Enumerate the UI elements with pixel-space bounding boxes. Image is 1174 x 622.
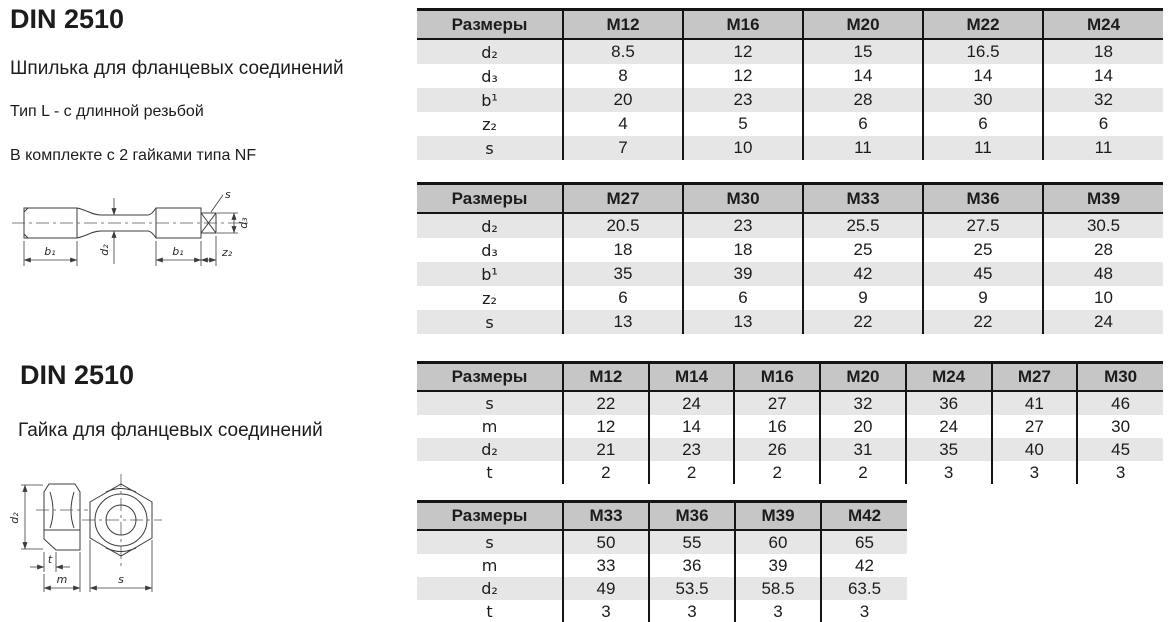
dimension-value-cell: 42 [821, 554, 907, 577]
thread-size-header-cell: M12 [563, 363, 649, 392]
dimension-value-cell: 10 [683, 136, 803, 160]
stud-type-line: Тип L - с длинной резьбой [10, 103, 204, 120]
dimension-value-cell: 65 [821, 530, 907, 554]
dimension-value-cell: 27.5 [923, 213, 1043, 238]
dimension-value-cell: 42 [803, 262, 923, 286]
dimension-value-cell: 10 [1043, 286, 1163, 310]
dimension-value-cell: 16 [734, 415, 820, 438]
stud-outline [12, 208, 250, 238]
thread-size-header-cell: M27 [992, 363, 1078, 392]
dimension-value-cell: 6 [1043, 112, 1163, 136]
stud-table-m12-m24 [417, 8, 1163, 160]
table-row [417, 577, 907, 600]
dimension-row-label: d₂ [481, 579, 498, 598]
table-row [417, 39, 1163, 64]
dimension-row-label: t [486, 463, 493, 482]
dim-label-nut-d2: d₂ [8, 512, 21, 524]
thread-size-header-cell: M12 [563, 10, 683, 40]
sizes-header-cell: Размеры [417, 502, 563, 531]
dimension-value-cell: 6 [563, 286, 683, 310]
dimension-value-cell: 32 [820, 391, 906, 415]
sizes-header-cell: Размеры [417, 10, 563, 40]
stud-kit-line: В комплекте с 2 гайками типа NF [10, 147, 257, 164]
table-row [417, 136, 1163, 160]
dimension-value-cell: 30.5 [1043, 213, 1163, 238]
dimension-value-cell: 9 [803, 286, 923, 310]
dimension-value-cell: 23 [683, 88, 803, 112]
table-row [417, 415, 1163, 438]
dimension-value-cell: 23 [649, 438, 735, 461]
table-row [417, 112, 1163, 136]
nut-technical-drawing [6, 470, 238, 620]
dimension-value-cell: 8 [563, 64, 683, 88]
dimension-value-cell: 45 [923, 262, 1043, 286]
dimension-value-cell: 40 [992, 438, 1078, 461]
nut-table-m12-m30 [417, 361, 1163, 484]
thread-size-header-cell: M33 [563, 502, 649, 531]
dimension-value-cell: 25 [923, 238, 1043, 262]
stud-section-title: DIN 2510 [10, 4, 125, 34]
dimension-row-label: t [486, 602, 493, 621]
dimension-value-cell: 2 [734, 461, 820, 484]
dimension-value-cell: 14 [803, 64, 923, 88]
dimension-value-cell: 3 [821, 600, 907, 622]
dimension-row-label: s [485, 312, 494, 332]
dimension-value-cell: 20 [563, 88, 683, 112]
thread-size-header-cell: M22 [923, 10, 1043, 40]
dimension-row-label: m [481, 417, 498, 436]
dimension-value-cell: 13 [563, 310, 683, 334]
dimension-value-cell: 58.5 [735, 577, 821, 600]
dimension-value-cell: 7 [563, 136, 683, 160]
nut-section-subtitle: Гайка для фланцевых соединений [18, 420, 323, 441]
dimension-row-label: d₃ [481, 240, 498, 260]
dimension-value-cell: 8.5 [563, 39, 683, 64]
thread-size-header-cell: M36 [923, 184, 1043, 214]
dimension-value-cell: 28 [803, 88, 923, 112]
stud-section-subtitle: Шпилька для фланцевых соединений [10, 58, 344, 79]
thread-size-header-cell: M30 [683, 184, 803, 214]
thread-size-header-cell: M16 [734, 363, 820, 392]
dimension-value-cell: 14 [1043, 64, 1163, 88]
dimension-value-cell: 30 [1077, 415, 1163, 438]
table-row [417, 213, 1163, 238]
dimension-value-cell: 24 [649, 391, 735, 415]
table-row [417, 600, 907, 622]
dimension-value-cell: 53.5 [649, 577, 735, 600]
dimension-value-cell: 63.5 [821, 577, 907, 600]
dimension-value-cell: 4 [563, 112, 683, 136]
dimension-value-cell: 26 [734, 438, 820, 461]
nut-section-title: DIN 2510 [20, 360, 135, 390]
dimension-value-cell: 2 [563, 461, 649, 484]
dimension-value-cell: 12 [683, 64, 803, 88]
nut-front-view [82, 474, 162, 566]
dimension-value-cell: 25 [803, 238, 923, 262]
dimension-row-label: s [485, 394, 494, 413]
dim-label-d2: d₂ [98, 244, 111, 256]
dimension-value-cell: 32 [1043, 88, 1163, 112]
table-row [417, 461, 1163, 484]
dimension-value-cell: 45 [1077, 438, 1163, 461]
dimension-value-cell: 49 [563, 577, 649, 600]
dimension-value-cell: 15 [803, 39, 923, 64]
table-header-row [417, 184, 1163, 214]
dimension-value-cell: 46 [1077, 391, 1163, 415]
table-row [417, 238, 1163, 262]
dimension-value-cell: 48 [1043, 262, 1163, 286]
dimension-value-cell: 16.5 [923, 39, 1043, 64]
dimension-value-cell: 27 [992, 415, 1078, 438]
dim-label-t: t [47, 553, 53, 566]
dim-label-b1-left: b₁ [44, 245, 56, 258]
table-header-row [417, 502, 907, 531]
thread-size-header-cell: M24 [906, 363, 992, 392]
dimension-value-cell: 22 [923, 310, 1043, 334]
dim-label-z2: z₂ [222, 246, 233, 259]
dimension-row-label: z₂ [482, 114, 497, 134]
dimension-row-label: b¹ [481, 264, 498, 284]
dimension-value-cell: 41 [992, 391, 1078, 415]
dimension-value-cell: 31 [820, 438, 906, 461]
dimension-value-cell: 28 [1043, 238, 1163, 262]
dimension-value-cell: 14 [649, 415, 735, 438]
dimension-value-cell: 12 [683, 39, 803, 64]
table-row [417, 438, 1163, 461]
thread-size-header-cell: M39 [1043, 184, 1163, 214]
dimension-value-cell: 35 [563, 262, 683, 286]
table-row [417, 530, 907, 554]
table-row [417, 391, 1163, 415]
stud-technical-drawing [4, 186, 256, 298]
dimension-row-label: d₃ [481, 66, 498, 86]
dim-label-m: m [56, 573, 68, 586]
dimension-value-cell: 2 [820, 461, 906, 484]
thread-size-header-cell: M39 [735, 502, 821, 531]
dimension-value-cell: 11 [803, 136, 923, 160]
dim-label-d3: d₃ [237, 217, 250, 229]
table-row [417, 554, 907, 577]
dimension-value-cell: 12 [563, 415, 649, 438]
dimension-value-cell: 27 [734, 391, 820, 415]
dimension-value-cell: 55 [649, 530, 735, 554]
dimension-value-cell: 22 [803, 310, 923, 334]
dimension-value-cell: 50 [563, 530, 649, 554]
dimension-value-cell: 6 [923, 112, 1043, 136]
dimension-value-cell: 24 [906, 415, 992, 438]
dimension-value-cell: 30 [923, 88, 1043, 112]
dimension-value-cell: 3 [563, 600, 649, 622]
thread-size-header-cell: M14 [649, 363, 735, 392]
table-row [417, 88, 1163, 112]
dimension-value-cell: 3 [649, 600, 735, 622]
dimension-value-cell: 18 [563, 238, 683, 262]
nut-table-m33-m42 [417, 500, 907, 622]
dimension-row-label: d₂ [481, 216, 498, 236]
dimension-row-label: b¹ [481, 90, 498, 110]
sizes-header-cell: Размеры [417, 184, 563, 214]
dimension-row-label: s [485, 533, 494, 552]
nut-side-view [36, 484, 88, 550]
dimension-value-cell: 20.5 [563, 213, 683, 238]
thread-size-header-cell: M24 [1043, 10, 1163, 40]
dimension-value-cell: 20 [820, 415, 906, 438]
dimension-value-cell: 6 [803, 112, 923, 136]
dimension-value-cell: 39 [735, 554, 821, 577]
table-row [417, 262, 1163, 286]
dimension-value-cell: 23 [683, 213, 803, 238]
thread-size-header-cell: M42 [821, 502, 907, 531]
dimension-value-cell: 60 [735, 530, 821, 554]
thread-size-header-cell: M16 [683, 10, 803, 40]
dimension-value-cell: 36 [906, 391, 992, 415]
dimension-value-cell: 36 [649, 554, 735, 577]
dim-label-s: s [225, 188, 231, 201]
dim-label-b1-right: b₁ [172, 245, 184, 258]
table-header-row [417, 363, 1163, 392]
dimension-value-cell: 3 [1077, 461, 1163, 484]
dim-label-nut-s: s [118, 573, 124, 586]
dimension-value-cell: 11 [1043, 136, 1163, 160]
thread-size-header-cell: M30 [1077, 363, 1163, 392]
dimension-row-label: d₂ [481, 440, 498, 459]
thread-size-header-cell: M36 [649, 502, 735, 531]
dimension-value-cell: 33 [563, 554, 649, 577]
dimension-value-cell: 3 [906, 461, 992, 484]
dimension-row-label: s [485, 138, 494, 158]
stud-table-m27-m39 [417, 182, 1163, 334]
dimension-value-cell: 24 [1043, 310, 1163, 334]
dimension-value-cell: 5 [683, 112, 803, 136]
dimension-value-cell: 6 [683, 286, 803, 310]
dimension-value-cell: 9 [923, 286, 1043, 310]
dimension-value-cell: 21 [563, 438, 649, 461]
dimension-row-label: d₂ [481, 42, 498, 62]
table-row [417, 64, 1163, 88]
dimension-row-label: m [481, 556, 498, 575]
dimension-row-label: z₂ [482, 288, 497, 308]
dimension-value-cell: 2 [649, 461, 735, 484]
sizes-header-cell: Размеры [417, 363, 563, 392]
table-row [417, 310, 1163, 334]
table-row [417, 286, 1163, 310]
dimension-value-cell: 22 [563, 391, 649, 415]
dimension-value-cell: 14 [923, 64, 1043, 88]
thread-size-header-cell: M20 [820, 363, 906, 392]
dimension-value-cell: 25.5 [803, 213, 923, 238]
dimension-value-cell: 18 [683, 238, 803, 262]
dimension-value-cell: 3 [735, 600, 821, 622]
dimension-value-cell: 11 [923, 136, 1043, 160]
dimension-value-cell: 35 [906, 438, 992, 461]
thread-size-header-cell: M27 [563, 184, 683, 214]
thread-size-header-cell: M33 [803, 184, 923, 214]
table-header-row [417, 10, 1163, 40]
dimension-value-cell: 39 [683, 262, 803, 286]
dimension-value-cell: 13 [683, 310, 803, 334]
dimension-value-cell: 3 [992, 461, 1078, 484]
dimension-value-cell: 18 [1043, 39, 1163, 64]
thread-size-header-cell: M20 [803, 10, 923, 40]
